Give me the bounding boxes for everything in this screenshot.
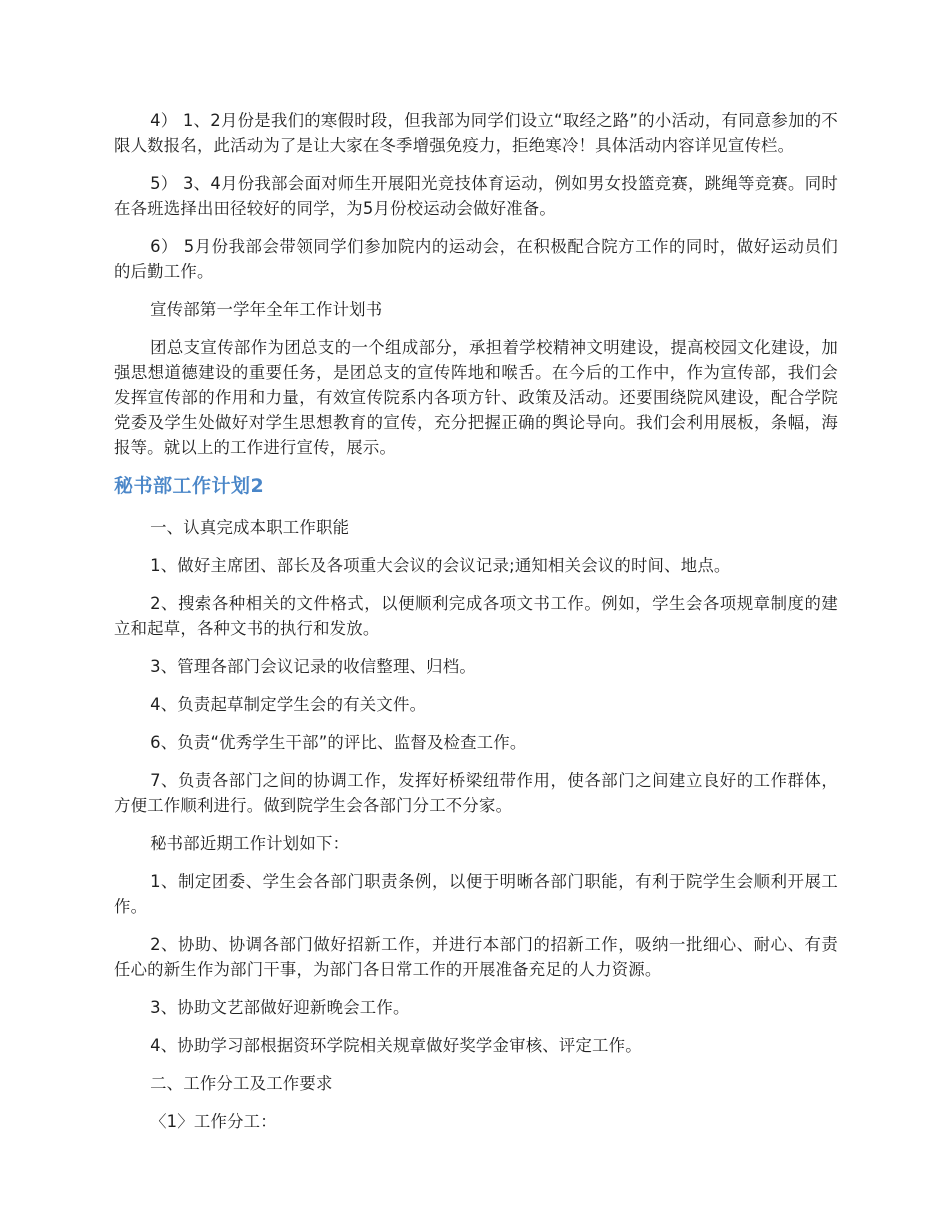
paragraph-duty-6: 6、负责“优秀学生干部”的评比、监督及检查工作。	[150, 733, 527, 752]
paragraph-recent-plan-3: 3、协助文艺部做好迎新晚会工作。	[150, 998, 410, 1017]
paragraph-duty-2: 2、搜索各种相关的文件格式，以便顺利完成各项文书工作。例如，学生会各项规章制度的建立和起草，各种文书的执行和发放。	[114, 594, 838, 638]
paragraph-item-6-sports-meeting: 6） 5月份我部会带领同学们参加院内的运动会，在积极配合院方工作的同时，做好运动员们的后勤工作。	[114, 237, 838, 281]
paragraph-division-subheading: 〈1〉工作分工：	[150, 1112, 277, 1131]
paragraph-duty-heading: 一、认真完成本职工作职能	[150, 518, 350, 537]
paragraph-duty-3: 3、管理各部门会议记录的收信整理、归档。	[150, 657, 476, 676]
paragraph-duty-7: 7、负责各部门之间的协调工作，发挥好桥梁纽带作用，使各部门之间建立良好的工作群体，方便工作顺利进行。做到院学生会各部门分工不分家。	[114, 771, 838, 815]
paragraph-recent-plan-1: 1、制定团委、学生会各部门职责条例，以便于明晰各部门职能，有利于院学生会顺利开展工作。	[114, 872, 838, 916]
paragraph-publicity-description: 团总支宣传部作为团总支的一个组成部分，承担着学校精神文明建设，提高校园文化建设，加强思想道德建设的重要任务，是团总支的宣传阵地和喉舌。在今后的工作中，作为宣传部，我们会发挥宣传部的作用和力量，有效宣传院系内各项方针、政策及活动。还要围绕院风建设，配合学院党委及学生处做好对学生思想教育的宣传，充分把握正确的舆论导向。我们会利用展板，条幅，海报等。就以上的工作进行宣传，展示。	[114, 338, 838, 457]
paragraph-recent-plan-2: 2、协助、协调各部门做好招新工作，并进行本部门的招新工作，吸纳一批细心、耐心、有责任心的新生作为部门干事，为部门各日常工作的开展准备充足的人力资源。	[114, 935, 838, 979]
section-heading: 秘书部工作计划2	[114, 475, 265, 497]
paragraph-recent-plan-heading: 秘书部近期工作计划如下：	[150, 834, 350, 853]
paragraph-publicity-plan-title: 宣传部第一学年全年工作计划书	[150, 300, 383, 319]
paragraph-duty-4: 4、负责起草制定学生会的有关文件。	[150, 695, 427, 714]
paragraph-division-heading: 二、工作分工及工作要求	[150, 1074, 333, 1093]
paragraph-recent-plan-4: 4、协助学习部根据资环学院相关规章做好奖学金审核、评定工作。	[150, 1036, 642, 1055]
paragraph-item-4-winter-activity: 4） 1、2月份是我们的寒假时段，但我部为同学们设立“取经之路”的小活动，有同意参加的不限人数报名，此活动为了是让大家在冬季增强免疫力，拒绝寒冷！具体活动内容详见宣传栏。	[114, 111, 838, 155]
paragraph-item-5-sports-activity: 5） 3、4月份我部会面对师生开展阳光竞技体育运动，例如男女投篮竞赛，跳绳等竞赛。同时在各班选择出田径较好的同学，为5月份校运动会做好准备。	[114, 174, 838, 218]
paragraph-duty-1: 1、做好主席团、部长及各项重大会议的会议记录;通知相关会议的时间、地点。	[150, 556, 731, 575]
